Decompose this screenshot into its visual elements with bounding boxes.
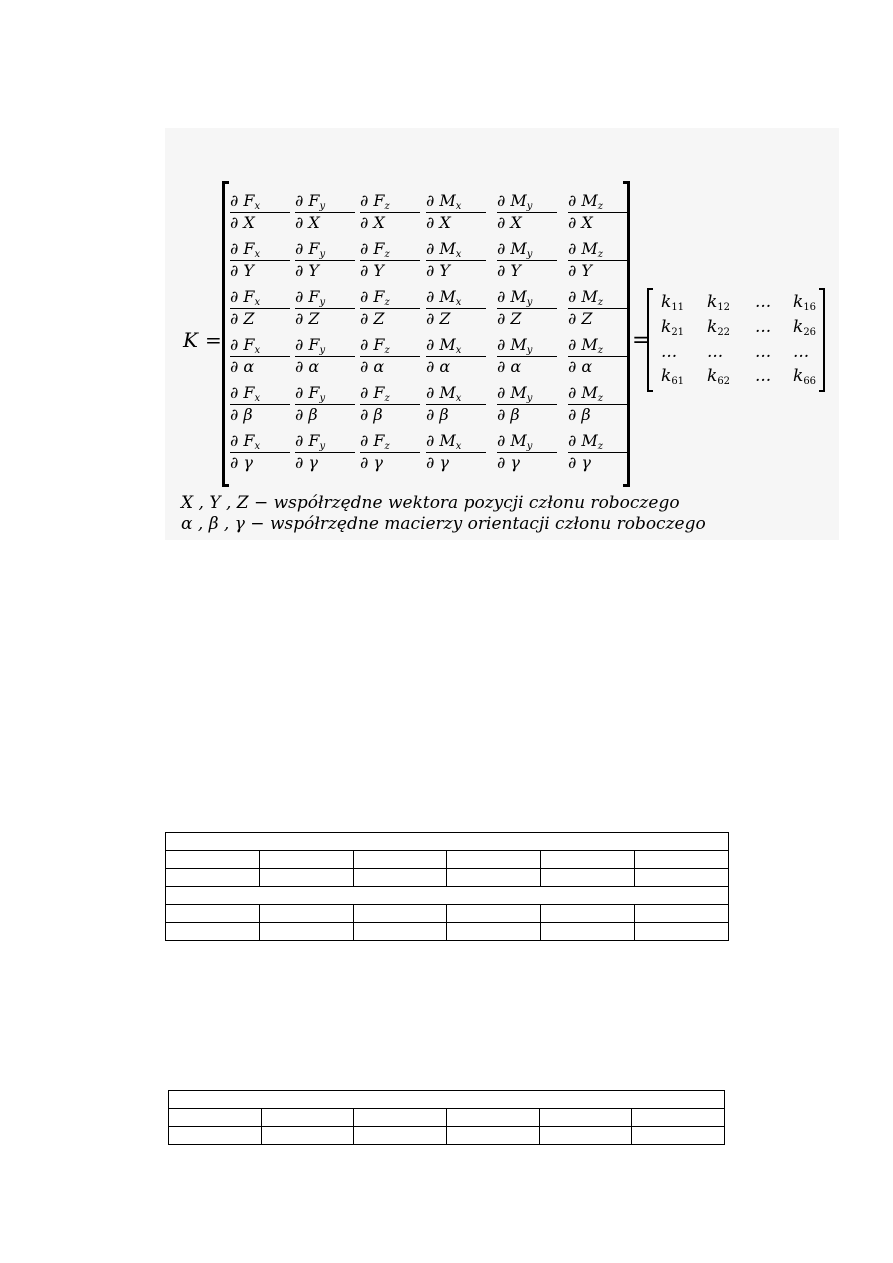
matrix-cell — [360, 385, 420, 424]
table-cell — [169, 1109, 262, 1127]
matrix-cell — [568, 337, 628, 376]
table-header-cell — [166, 887, 729, 905]
table-row — [169, 1091, 725, 1109]
matrix-cell — [295, 385, 355, 424]
matrix-cell — [497, 337, 557, 376]
table-cell — [354, 1127, 447, 1145]
cell-denominator: ∂ Z — [426, 309, 451, 328]
cell-denominator: ∂ X — [230, 213, 255, 232]
table-cell — [169, 1127, 262, 1145]
table-cell — [353, 923, 447, 941]
matrix-cell — [295, 433, 355, 472]
matrix-cell — [497, 385, 557, 424]
k-cell: $k_{12}$ — [707, 292, 731, 313]
k-coefficient-matrix — [647, 288, 825, 392]
cell-numerator: ∂ $M_y$ — [497, 385, 557, 405]
table-row — [166, 905, 729, 923]
matrix-cell — [230, 289, 290, 328]
cell-numerator: ∂ $F_y$ — [295, 289, 355, 309]
matrix-cell — [568, 433, 628, 472]
cell-denominator: ∂ γ — [230, 453, 253, 472]
cell-numerator: ∂ $M_x$ — [426, 433, 486, 453]
matrix-symbol-k: K — [183, 328, 198, 352]
matrix-cell — [426, 385, 486, 424]
table-cell — [447, 851, 541, 869]
cell-numerator: ∂ $F_z$ — [360, 289, 420, 309]
cell-numerator: ∂ $F_x$ — [230, 433, 290, 453]
cell-denominator: ∂ Y — [497, 261, 521, 280]
table-header-cell — [169, 1091, 725, 1109]
cell-numerator: ∂ $F_y$ — [295, 193, 355, 213]
matrix-cell — [360, 193, 420, 232]
cell-numerator: ∂ $M_x$ — [426, 289, 486, 309]
partial-derivative-matrix — [222, 181, 630, 487]
cell-numerator: ∂ $F_x$ — [230, 241, 290, 261]
matrix-cell — [295, 241, 355, 280]
cell-denominator: ∂ X — [568, 213, 593, 232]
cell-numerator: ∂ $M_x$ — [426, 193, 486, 213]
cell-numerator: ∂ $F_y$ — [295, 337, 355, 357]
cell-denominator: ∂ α — [497, 357, 522, 376]
note-position-coordinates: X , Y , Z − współrzędne wektora pozycji członu roboczego — [181, 493, 680, 513]
table-row — [166, 833, 729, 851]
cell-denominator: ∂ β — [295, 405, 318, 424]
table-cell — [447, 923, 541, 941]
k-cell: $k_{62}$ — [707, 366, 731, 387]
table-cell — [539, 1127, 632, 1145]
matrix-cell — [230, 193, 290, 232]
k-cell: ... — [793, 342, 810, 362]
cell-denominator: ∂ X — [497, 213, 522, 232]
k-left-bracket — [647, 288, 653, 392]
k-cell: ... — [755, 342, 772, 362]
cell-denominator: ∂ Y — [360, 261, 384, 280]
k-right-bracket — [819, 288, 825, 392]
matrix-cell — [497, 433, 557, 472]
matrix-cell — [295, 337, 355, 376]
matrix-cell — [568, 385, 628, 424]
cell-numerator: ∂ $M_x$ — [426, 241, 486, 261]
table-cell — [541, 851, 635, 869]
table-cell — [539, 1109, 632, 1127]
cell-denominator: ∂ γ — [568, 453, 591, 472]
k-cell: ... — [755, 366, 772, 386]
table-row — [166, 923, 729, 941]
cell-numerator: ∂ $M_y$ — [497, 289, 557, 309]
cell-denominator: ∂ γ — [295, 453, 318, 472]
matrix-cell — [497, 241, 557, 280]
cell-numerator: ∂ $F_z$ — [360, 433, 420, 453]
table-cell — [353, 869, 447, 887]
k-cell: ... — [755, 292, 772, 312]
k-cell: $k_{21}$ — [661, 317, 685, 338]
cell-denominator: ∂ Z — [360, 309, 385, 328]
cell-denominator: ∂ γ — [497, 453, 520, 472]
table-cell — [261, 1127, 354, 1145]
table-row — [166, 869, 729, 887]
table-cell — [259, 905, 353, 923]
cell-denominator: ∂ β — [230, 405, 253, 424]
matrix-cell — [568, 241, 628, 280]
cell-denominator: ∂ α — [360, 357, 385, 376]
table-cell — [166, 869, 260, 887]
cell-denominator: ∂ γ — [426, 453, 449, 472]
table-cell — [447, 869, 541, 887]
cell-denominator: ∂ α — [230, 357, 255, 376]
matrix-cell — [230, 337, 290, 376]
table-cell — [541, 905, 635, 923]
cell-denominator: ∂ X — [360, 213, 385, 232]
table-row — [169, 1127, 725, 1145]
cell-denominator: ∂ β — [568, 405, 591, 424]
cell-denominator: ∂ β — [497, 405, 520, 424]
table-cell — [166, 923, 260, 941]
table-cell — [632, 1109, 725, 1127]
matrix-cell — [360, 433, 420, 472]
matrix-cell — [497, 193, 557, 232]
table-cell — [635, 851, 729, 869]
cell-numerator: ∂ $F_z$ — [360, 193, 420, 213]
table-cell — [541, 923, 635, 941]
table-cell — [259, 851, 353, 869]
left-bracket — [222, 181, 229, 487]
table-cell — [259, 923, 353, 941]
table-cell — [166, 851, 260, 869]
cell-numerator: ∂ $F_x$ — [230, 337, 290, 357]
matrix-cell — [497, 289, 557, 328]
cell-denominator: ∂ X — [295, 213, 320, 232]
table-cell — [541, 869, 635, 887]
table-row — [166, 851, 729, 869]
matrix-cell — [230, 385, 290, 424]
equals-sign: = — [205, 328, 222, 352]
k-cell: ... — [661, 342, 678, 362]
cell-denominator: ∂ Z — [230, 309, 255, 328]
cell-numerator: ∂ $F_z$ — [360, 385, 420, 405]
cell-numerator: ∂ $M_y$ — [497, 193, 557, 213]
cell-numerator: ∂ $M_z$ — [568, 193, 628, 213]
cell-numerator: ∂ $M_z$ — [568, 433, 628, 453]
matrix-cell — [360, 337, 420, 376]
cell-numerator: ∂ $F_z$ — [360, 241, 420, 261]
table-cell — [446, 1127, 539, 1145]
table-2 — [168, 1090, 725, 1145]
cell-numerator: ∂ $F_y$ — [295, 241, 355, 261]
k-cell: ... — [707, 342, 724, 362]
cell-denominator: ∂ α — [568, 357, 593, 376]
table-cell — [353, 851, 447, 869]
matrix-cell — [230, 241, 290, 280]
k-cell: $k_{22}$ — [707, 317, 731, 338]
table-cell — [635, 923, 729, 941]
k-cell: $k_{11}$ — [661, 292, 685, 313]
matrix-cell — [568, 193, 628, 232]
cell-denominator: ∂ Y — [568, 261, 592, 280]
cell-denominator: ∂ Y — [295, 261, 319, 280]
matrix-cell — [230, 433, 290, 472]
cell-numerator: ∂ $M_z$ — [568, 289, 628, 309]
table-cell — [354, 1109, 447, 1127]
matrix-cell — [295, 289, 355, 328]
cell-denominator: ∂ β — [360, 405, 383, 424]
table-cell — [166, 905, 260, 923]
cell-numerator: ∂ $F_x$ — [230, 193, 290, 213]
cell-numerator: ∂ $M_y$ — [497, 433, 557, 453]
cell-numerator: ∂ $F_z$ — [360, 337, 420, 357]
table-row — [169, 1109, 725, 1127]
k-cell: $k_{16}$ — [793, 292, 817, 313]
cell-denominator: ∂ α — [426, 357, 451, 376]
matrix-cell — [426, 337, 486, 376]
cell-numerator: ∂ $F_y$ — [295, 433, 355, 453]
cell-numerator: ∂ $M_x$ — [426, 385, 486, 405]
cell-denominator: ∂ Y — [426, 261, 450, 280]
k-cell: $k_{26}$ — [793, 317, 817, 338]
matrix-cell — [360, 241, 420, 280]
k-cell: ... — [755, 317, 772, 337]
matrix-cell — [426, 289, 486, 328]
cell-denominator: ∂ X — [426, 213, 451, 232]
matrix-cell — [568, 289, 628, 328]
equals-sign-2: = — [632, 328, 651, 353]
table-row — [166, 887, 729, 905]
cell-denominator: ∂ α — [295, 357, 320, 376]
k-cell: $k_{61}$ — [661, 366, 685, 387]
cell-denominator: ∂ Z — [497, 309, 522, 328]
cell-denominator: ∂ β — [426, 405, 449, 424]
table-cell — [353, 905, 447, 923]
table-1 — [165, 832, 729, 941]
matrix-cell — [360, 289, 420, 328]
cell-numerator: ∂ $M_z$ — [568, 337, 628, 357]
table-cell — [635, 905, 729, 923]
table-cell — [632, 1127, 725, 1145]
table-header-cell — [166, 833, 729, 851]
cell-numerator: ∂ $F_x$ — [230, 289, 290, 309]
cell-numerator: ∂ $M_x$ — [426, 337, 486, 357]
cell-denominator: ∂ γ — [360, 453, 383, 472]
table-cell — [447, 905, 541, 923]
table-cell — [446, 1109, 539, 1127]
cell-numerator: ∂ $M_z$ — [568, 241, 628, 261]
matrix-cell — [426, 241, 486, 280]
cell-denominator: ∂ Z — [295, 309, 320, 328]
matrix-cell — [426, 193, 486, 232]
cell-numerator: ∂ $M_y$ — [497, 337, 557, 357]
cell-numerator: ∂ $F_y$ — [295, 385, 355, 405]
note-orientation-coordinates: α , β , γ − współrzędne macierzy orientacji członu roboczego — [181, 514, 706, 534]
matrix-cell — [295, 193, 355, 232]
cell-numerator: ∂ $F_x$ — [230, 385, 290, 405]
table-cell — [259, 869, 353, 887]
table-cell — [261, 1109, 354, 1127]
stiffness-matrix-figure — [165, 128, 839, 540]
cell-denominator: ∂ Y — [230, 261, 254, 280]
cell-numerator: ∂ $M_y$ — [497, 241, 557, 261]
k-cell: $k_{66}$ — [793, 366, 817, 387]
cell-numerator: ∂ $M_z$ — [568, 385, 628, 405]
matrix-cell — [426, 433, 486, 472]
table-cell — [635, 869, 729, 887]
cell-denominator: ∂ Z — [568, 309, 593, 328]
